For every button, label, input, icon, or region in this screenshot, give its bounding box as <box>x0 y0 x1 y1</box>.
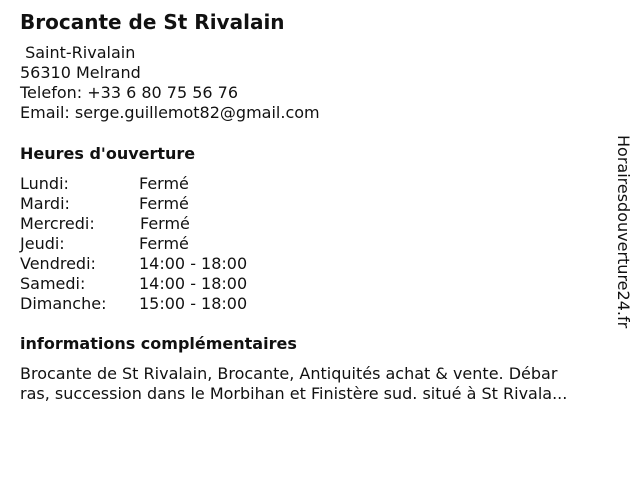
day-hours: Fermé <box>140 214 190 233</box>
watermark <box>612 135 634 345</box>
hours-row-monday <box>20 174 340 194</box>
day-label: Samedi: <box>20 274 86 293</box>
day-hours: 15:00 - 18:00 <box>139 294 248 313</box>
day-label: Dimanche: <box>20 294 107 313</box>
info-line: ras, succession dans le Morbihan et Finistère sud. situé à St Rivala... <box>20 384 568 403</box>
hours-row-wednesday <box>20 214 340 234</box>
day-label: Lundi: <box>20 174 69 193</box>
info-text <box>20 364 610 404</box>
info-heading: informations complémentaires <box>20 334 297 353</box>
day-hours: 14:00 - 18:00 <box>139 274 248 293</box>
hours-row-friday <box>20 254 340 274</box>
address-street: Saint-Rivalain <box>20 43 136 62</box>
hours-heading: Heures d'ouverture <box>20 144 196 163</box>
hours-row-tuesday <box>20 194 340 214</box>
hours-row-saturday <box>20 274 340 294</box>
watermark-text: Horairesdouverture24.fr <box>614 135 633 329</box>
day-hours: 14:00 - 18:00 <box>139 254 248 273</box>
day-hours: Fermé <box>139 174 189 193</box>
day-label: Mardi: <box>20 194 70 213</box>
day-label: Mercredi: <box>20 214 95 233</box>
business-name: Brocante de St Rivalain <box>20 10 285 34</box>
email-address: Email: serge.guillemot82@gmail.com <box>20 103 320 122</box>
day-label: Vendredi: <box>20 254 96 273</box>
phone-number: Telefon: +33 6 80 75 56 76 <box>20 83 239 102</box>
day-hours: Fermé <box>139 234 189 253</box>
hours-row-sunday <box>20 294 340 314</box>
hours-table <box>20 174 340 314</box>
address-city: 56310 Melrand <box>20 63 141 82</box>
day-label: Jeudi: <box>20 234 65 253</box>
day-hours: Fermé <box>139 194 189 213</box>
contact-block <box>20 43 320 123</box>
hours-row-thursday <box>20 234 340 254</box>
info-line: Brocante de St Rivalain, Brocante, Antiquités achat & vente. Débar <box>20 364 558 383</box>
